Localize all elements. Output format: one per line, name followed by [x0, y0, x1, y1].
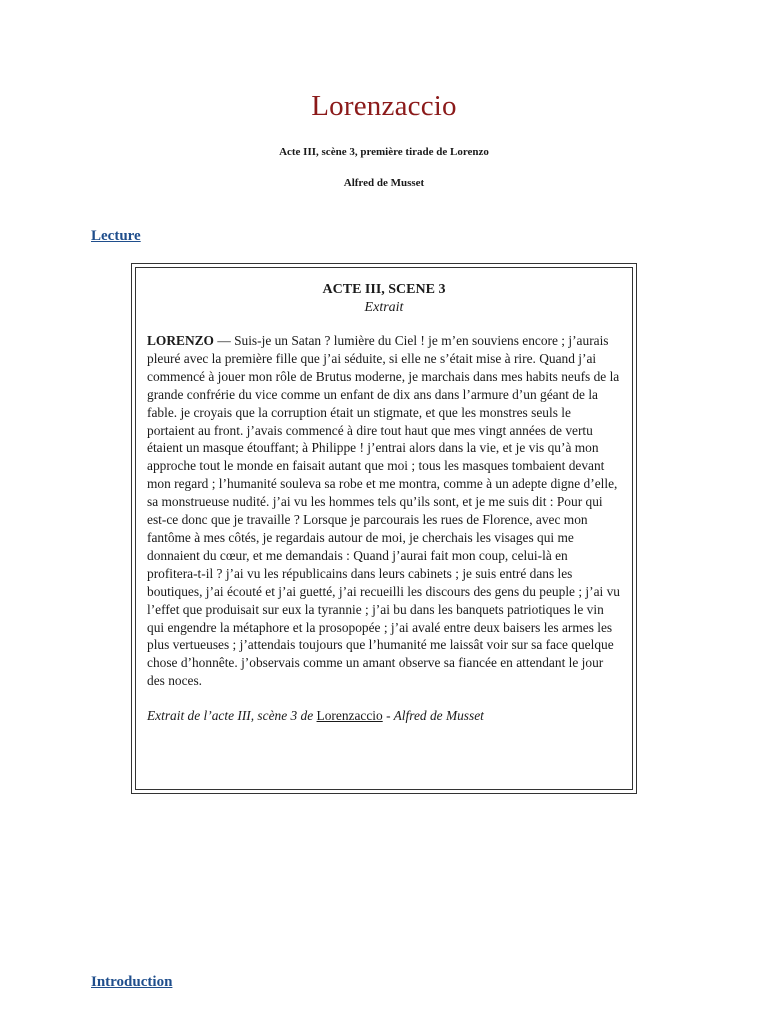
extract-text: Suis-je un Satan ? lumière du Ciel ! je m’en souviens encore ; j’aurais pleuré avec la première fille que j’ai séduite, si elle ne s’était mise à rire. Quand j’ai commencé à jouer mon rôle de Brutus moderne, je marchais dans mes habits neufs de la grande confrérie du vice comme un enfant de dix ans dans l’armure d’un géant de la fable. je croyais que la corruption était un stigmate, et que les monstres seuls le portaient au front. j’avais commencé à dire tout haut que mes vingt années de vertu étaient un masque étouffant; à Philippe ! j’entrai alors dans la vie, et je vis qu’à mon approche tout le monde en faisait autant que moi ; tous les masques tombaient devant mon regard ; l’humanité souleva sa robe et me montra, comme à un adepte digne d’elle, sa monstrueuse nudité. j’ai vu les hommes tels qu’ils sont, et je me suis dit : Pour qui est-ce donc que je travaille ? Lorsque je parcourais les rues de Florence, avec mon fantôme à mes côtés, je regardais autour de moi, je cherchais les visages qui me donnaient du cœur, et me demandais : Quand j’aurai fait mon coup, celui-là en profitera-t-il ? j’ai vu les républicains dans leurs cabinets ; je suis entré dans les boutiques, j’ai écouté et j’ai guetté, j’ai recueilli les discours des gens du peuple ; j’ai vu l’effet que produisait sur eux la tyrannie ; j’ai bu dans les banquets patriotiques le vin qui engendre la métaphore et la prosopopée ; j’ai avalé entre deux baisers les armes les plus vertueuses ; j’attendais toujours que l’humanité me laissât voir sur sa face quelque chose d’honnête. j’observais comme un amant observe sa fiancée en attendant le jour des noces.	[147, 333, 620, 689]
extract-body	[147, 332, 621, 690]
extract-heading: ACTE III, SCENE 3	[322, 282, 446, 297]
caption-suffix: - Alfred de Musset	[382, 708, 484, 724]
introduction-link[interactable]: Introduction	[91, 974, 173, 990]
speaker-dash: —	[213, 333, 235, 348]
extract-box	[131, 263, 637, 794]
lecture-link[interactable]: Lecture	[91, 228, 141, 244]
extract-subheading: Extrait	[364, 300, 404, 315]
document-subtitle: Acte III, scène 3, première tirade de Lorenzo	[279, 146, 489, 158]
extract-inner-frame	[135, 267, 633, 790]
speaker-name: LORENZO	[147, 333, 214, 348]
document-author: Alfred de Musset	[343, 177, 425, 189]
caption-prefix: Extrait de l’acte III, scène 3 de	[147, 708, 317, 724]
work-title-link[interactable]: Lorenzaccio	[316, 708, 383, 724]
extract-caption	[147, 707, 621, 725]
document-title: Lorenzaccio	[311, 90, 457, 122]
